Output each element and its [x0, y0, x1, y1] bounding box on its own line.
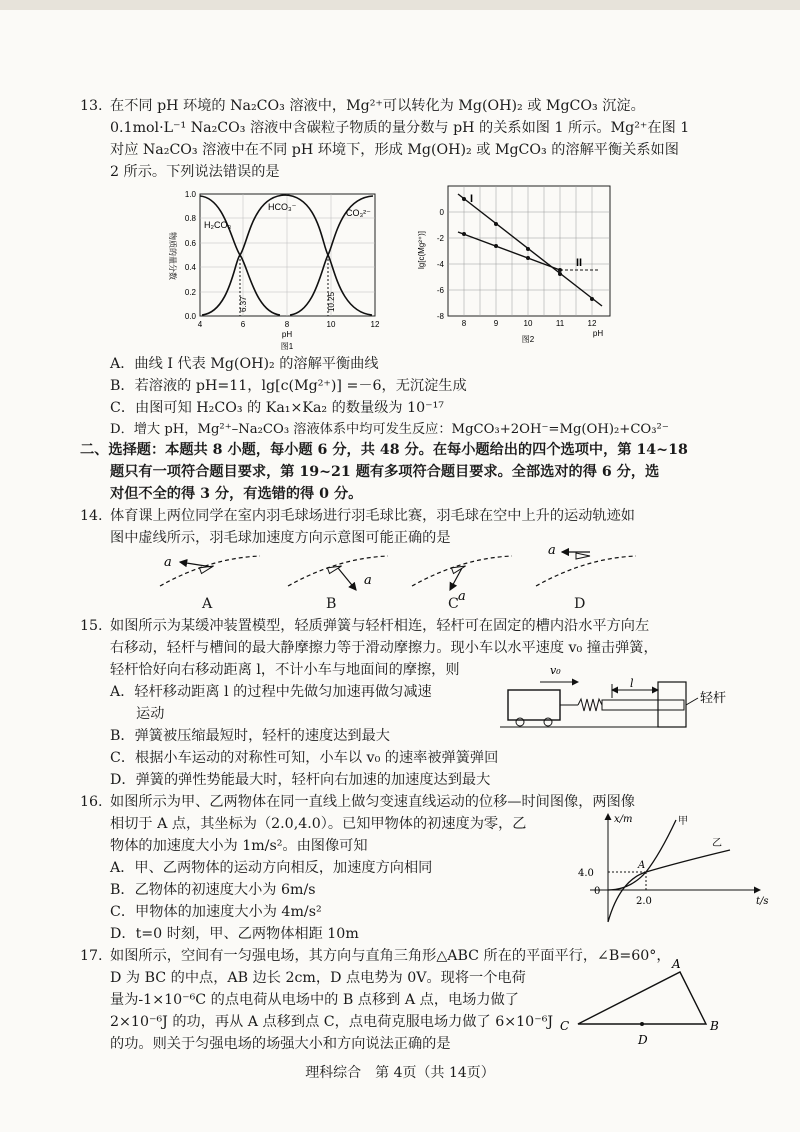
figure-2-lg-mg [410, 180, 620, 350]
q15-l-label: l [630, 677, 634, 690]
fig1-caption: 图1 [280, 342, 294, 351]
scan-edge [0, 0, 800, 10]
fig2-xtick: 12 [587, 319, 597, 328]
q14-number: 14. [80, 508, 103, 524]
fig2-ytick: -4 [436, 260, 444, 269]
fig2-caption: 图2 [521, 335, 535, 344]
fig1-mark-1025: 10.25 [327, 291, 336, 312]
q17-line-5: 的功。则关于匀强电场的场强大小和方向说法正确的是 [110, 1036, 451, 1052]
fig2-xtick: 11 [555, 319, 565, 328]
q14-accel-b: a [364, 573, 372, 588]
q15-number: 15. [80, 618, 103, 634]
q13-option-b: B．若溶液的 pH=11，lg[c(Mg²⁺)] =－6，无沉淀生成 [110, 378, 467, 394]
q15-option-a: A．轻杆移动距离 l 的过程中先做匀加速再做匀减速 [110, 684, 432, 700]
q14-accel-a: a [164, 555, 172, 570]
q13-line-2: 0.1mol·L⁻¹ Na₂CO₃ 溶液中含碳粒子物质的量分数与 pH 的关系如图 1 所示。Mg²⁺在图 1 [110, 120, 690, 136]
fig2-ytick: 0 [439, 208, 444, 217]
q14-choice-c: C [448, 596, 459, 612]
q16-option-b: B．乙物体的初速度大小为 6m/s [110, 882, 316, 898]
q15-option-b: B．弹簧被压缩最短时，轻杆的速度达到最大 [110, 728, 390, 744]
q17-line-4: 2×10⁻⁶J 的功，再从 A 点移到点 C，点电荷克服电场力做了 6×10⁻⁶J [110, 1014, 554, 1030]
q16-line-3: 物体的加速度大小为 1m/s²。由图像可知 [110, 838, 368, 854]
q16-line-1: 如图所示为甲、乙两物体在同一直线上做匀变速直线运动的位移—时间图像，两图像 [110, 794, 635, 810]
q16-number: 16. [80, 794, 103, 810]
q16-label-yi: 乙 [712, 838, 722, 849]
fig2-xtick: 10 [523, 319, 533, 328]
fig1-xtick: 12 [370, 320, 380, 329]
fig2-curve-I: I [470, 193, 474, 205]
q17-number: 17. [80, 948, 103, 964]
q16-origin: 0 [594, 886, 601, 897]
q13-line-1: 在不同 pH 环境的 Na₂CO₃ 溶液中，Mg²⁺可以转化为 Mg(OH)₂ 或 MgCO₃ 沉淀。 [110, 98, 645, 114]
q16-ylabel: x/m [614, 814, 633, 825]
fig2-xtick: 8 [461, 319, 467, 328]
q13-line-3: 对应 Na₂CO₃ 溶液中在不同 pH 环境下，形成 Mg(OH)₂ 或 MgCO₃ 的溶解平衡关系如图 [110, 142, 679, 158]
fig1-ytick: 0.8 [184, 214, 196, 223]
fig2-ylabel: lg[c(Mg²⁺)] [417, 231, 426, 269]
q13-option-a: A．曲线 I 代表 Mg(OH)₂ 的溶解平衡曲线 [110, 356, 379, 372]
q15-buffer-device [500, 660, 740, 732]
fig1-ytick: 0.6 [184, 239, 196, 248]
q15-option-a-cont: 运动 [136, 706, 165, 722]
fig2-ytick: -8 [436, 312, 444, 321]
q16-option-a: A．甲、乙两物体的运动方向相反，加速度方向相同 [110, 860, 433, 876]
q14-choice-b: B [326, 596, 337, 612]
fig1-xlabel: pH [281, 330, 293, 339]
q17-triangle [556, 956, 746, 1048]
fig1-ytick: 1.0 [184, 190, 196, 199]
q14-choice-a: A [202, 596, 213, 612]
q15-option-c: C．根据小车运动的对称性可知，小车以 v₀ 的速率被弹簧弹回 [110, 750, 499, 766]
q16-xlabel: t/s [756, 896, 769, 907]
q13-option-d: D．增大 pH，Mg²⁺–Na₂CO₃ 溶液体系中均可发生反应：MgCO₃+2OH⁻=Mg(OH)₂+CO₃²⁻ [110, 422, 669, 437]
q16-option-d: D．t=0 时刻，甲、乙两物体相距 10m [110, 926, 359, 942]
fig1-xtick: 10 [326, 320, 336, 329]
q15-option-d: D．弹簧的弹性势能最大时，轻杆向右加速的加速度达到最大 [110, 772, 491, 788]
fig2-ytick: -2 [436, 234, 444, 243]
q13-number: 13. [80, 98, 103, 114]
q17-point-b: B [710, 1019, 719, 1033]
q17-line-1: 如图所示，空间有一匀强电场，其方向与直角三角形△ABC 所在的平面平行，∠B=60°， [110, 948, 671, 964]
q14-choice-d: D [574, 596, 586, 612]
q17-point-a: A [672, 957, 681, 971]
q14-accel-d: a [548, 543, 556, 558]
q17-point-d: D [638, 1033, 648, 1047]
fig1-ylabel: 物质的量分数 [168, 232, 177, 280]
q13-option-c: C．由图可知 H₂CO₃ 的 Ka₁×Ka₂ 的数量级为 10⁻¹⁷ [110, 400, 444, 416]
q14-line-1: 体育课上两位同学在室内羽毛球场进行羽毛球比赛，羽毛球在空中上升的运动轨迹如 [110, 508, 635, 524]
q17-line-2: D 为 BC 的中点，AB 边长 2cm，D 点电势为 0V。现将一个电荷 [110, 970, 526, 986]
section2-line-1: 二、选择题：本题共 8 小题，每小题 6 分，共 48 分。在每小题给出的四个选项中，第 14~18 [80, 442, 688, 458]
q14-accel-c: a [458, 589, 466, 604]
fig1-label-co3: CO₃²⁻ [346, 208, 371, 218]
fig1-xtick: 6 [240, 320, 246, 329]
q15-v0-label: v₀ [550, 664, 561, 677]
q16-x-value: 2.0 [636, 896, 652, 907]
q16-point-a: A [638, 860, 646, 871]
fig1-mark-637: 6.37 [239, 296, 248, 312]
q17-line-3: 量为-1×10⁻⁶C 的点电荷从电场中的 B 点移到 A 点，电场力做了 [110, 992, 519, 1008]
figure-1-species-fraction [140, 184, 390, 354]
fig1-xtick: 4 [197, 320, 203, 329]
q15-line-2: 右移动，轻杆与槽间的最大静摩擦力等于滑动摩擦力。现小车以水平速度 v₀ 撞击弹簧， [110, 640, 658, 656]
q13-line-4: 2 所示。下列说法错误的是 [110, 164, 280, 180]
fig2-xlabel: pH [592, 329, 604, 338]
q16-xt-graph [580, 810, 780, 930]
q14-line-2: 图中虚线所示，羽毛球加速度方向示意图可能正确的是 [110, 530, 451, 546]
fig1-xtick: 8 [284, 320, 290, 329]
fig2-ytick: -6 [436, 286, 444, 295]
fig1-label-hco3: HCO₃⁻ [268, 202, 297, 212]
q15-line-3: 轻杆恰好向右移动距离 l，不计小车与地面间的摩擦，则 [110, 662, 460, 678]
fig2-curve-II: II [576, 257, 583, 269]
section2-line-3: 对但不全的得 3 分，有选错的得 0 分。 [110, 486, 363, 502]
q15-line-1: 如图所示为某缓冲装置模型，轻质弹簧与轻杆相连，轻杆可在固定的槽内沿水平方向左 [110, 618, 650, 634]
q15-rod-label: 轻杆 [700, 691, 727, 706]
q16-y-value: 4.0 [578, 868, 594, 879]
fig1-ytick: 0.0 [184, 312, 196, 321]
q16-option-c: C．甲物体的加速度大小为 4m/s² [110, 904, 322, 920]
page-footer: 理科综合 第 4页（共 14页） [305, 1065, 495, 1081]
fig1-label-h2co3: H₂CO₃ [204, 220, 232, 230]
fig2-xtick: 9 [493, 319, 499, 328]
q16-label-jia: 甲 [678, 816, 688, 827]
fig1-ytick: 0.2 [184, 288, 196, 297]
section2-line-2: 题只有一项符合题目要求，第 19~21 题有多项符合题目要求。全部选对的得 6 分，选 [110, 464, 660, 480]
fig1-ytick: 0.4 [184, 263, 196, 272]
q16-line-2: 相切于 A 点，其坐标为（2.0,4.0）。已知甲物体的初速度为零，乙 [110, 816, 527, 832]
q17-point-c: C [560, 1019, 570, 1033]
